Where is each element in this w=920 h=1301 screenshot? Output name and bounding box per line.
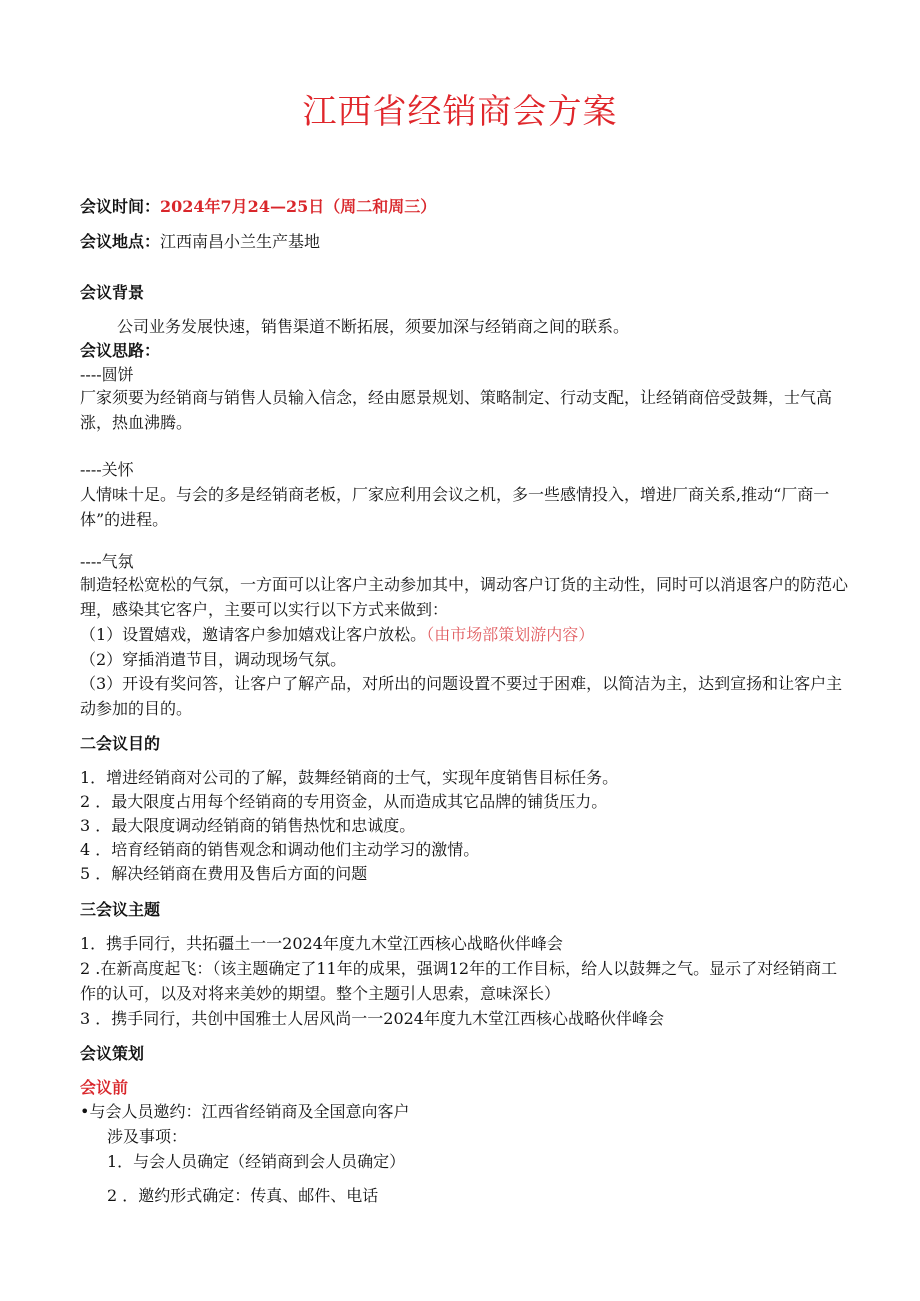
matter-item: 2 ．邀约形式确定：传真、邮件、电话 <box>107 1186 379 1205</box>
page-title: 江西省经销商会方案 <box>302 92 618 132</box>
ideas-heading: 会议思路： <box>80 341 161 360</box>
meeting-place-value: 江西南昌小兰生产基地 <box>160 232 321 251</box>
method-1-note: （由市场部策划游内容） <box>426 625 595 644</box>
method-1-text: （1）设置嬉戏，邀请客户参加嬉戏让客户放松。 <box>80 625 427 644</box>
idea-2-title: ----关怀 <box>80 460 134 479</box>
matters-label: 涉及事项： <box>107 1127 188 1146</box>
meeting-time-label: 会议时间： <box>80 197 161 216</box>
idea-1-title: ----圆饼 <box>80 365 134 384</box>
planning-heading: 会议策划 <box>80 1044 145 1063</box>
idea-3-title: ----气氛 <box>80 552 134 571</box>
goal-item: 3 ．最大限度调动经销商的销售热忱和忠诚度。 <box>80 816 416 835</box>
idea-3-text: 制造轻松宽松的气氛，一方面可以让客户主动参加其中，调动客户订货的主动性，同时可以消退客户的防范心理，感染其它客户，主要可以实行以下方式来做到： <box>80 575 849 619</box>
idea-1-text: 厂家须要为经销商与销售人员输入信念，经由愿景规划、策略制定、行动支配，让经销商倍受鼓舞，士气高涨，热血沸腾。 <box>80 388 833 432</box>
matter-item: 1．与会人员确定（经销商到会人员确定） <box>107 1152 406 1171</box>
meeting-place <box>80 231 320 253</box>
background-heading: 会议背景 <box>80 283 145 302</box>
idea-2-text: 人情味十足。与会的多是经销商老板，厂家应利用会议之机，多一些感情投入，增进厂商关系,推动“厂商一体”的进程。 <box>80 485 830 529</box>
themes-heading: 三会议主题 <box>80 900 161 919</box>
meeting-time <box>80 196 436 218</box>
meeting-place-label: 会议地点： <box>80 232 161 251</box>
theme-1: 1．携手同行，共拓疆土一一2024年度九木堂江西核心战略伙伴峰会 <box>80 934 563 953</box>
before-meeting-heading: 会议前 <box>80 1078 129 1097</box>
goals-heading: 二会议目的 <box>80 734 161 753</box>
invite-line: •与会人员邀约：江西省经销商及全国意向客户 <box>80 1102 410 1121</box>
method-1 <box>80 624 594 646</box>
goal-item: 4 ．培育经销商的销售观念和调动他们主动学习的激情。 <box>80 840 480 859</box>
theme-2: 2 .在新高度起飞：（该主题确定了11年的成果，强调12年的工作目标，给人以鼓舞之气。显示了对经销商工作的认可，以及对将来美妙的期望。整个主题引人思索，意味深长） <box>80 959 838 1003</box>
meeting-time-value: 2024年7月24—25日（周二和周三） <box>160 197 437 216</box>
goal-item: 1．增进经销商对公司的了解，鼓舞经销商的士气，实现年度销售目标任务。 <box>80 768 619 787</box>
background-text: 公司业务发展快速，销售渠道不断拓展，须要加深与经销商之间的联系。 <box>117 317 630 336</box>
goal-item: 2 ．最大限度占用每个经销商的专用资金，从而造成其它品牌的铺货压力。 <box>80 792 608 811</box>
method-3: （3）开设有奖问答，让客户了解产品，对所出的问题设置不要过于困难，以简洁为主，达到宣扬和让客户主动参加的目的。 <box>80 674 843 718</box>
goal-item: 5 ．解决经销商在费用及售后方面的问题 <box>80 864 368 883</box>
method-2: （2）穿插消遣节目，调动现场气氛。 <box>80 650 347 669</box>
theme-3: 3 ．携手同行，共创中国雅士人居风尚一一2024年度九木堂江西核心战略伙伴峰会 <box>80 1009 664 1028</box>
